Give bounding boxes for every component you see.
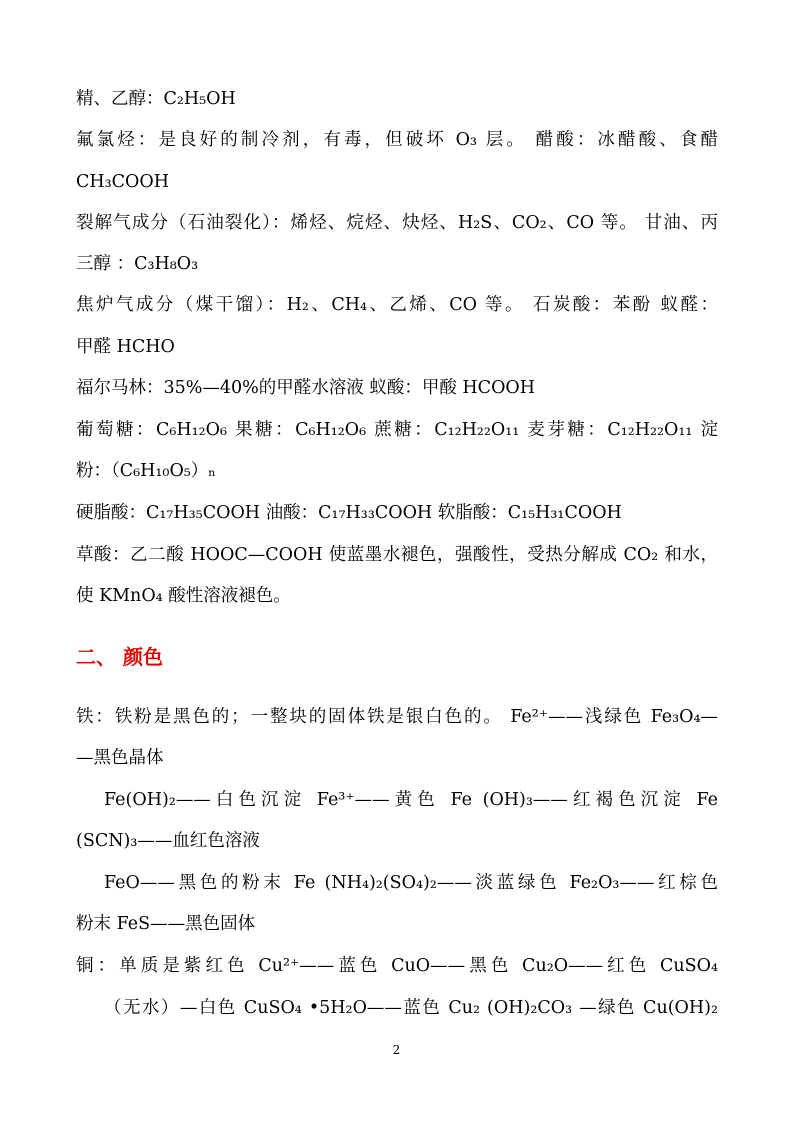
text-line: FeO——黑色的粉末 Fe (NH₄)₂(SO₄)₂——淡蓝绿色 Fe₂O₃——红棕色 — [104, 873, 718, 893]
text-line: 硬脂酸：C₁₇H₃₅COOH 油酸：C₁₇H₃₃COOH 软脂酸：C₁₅H₃₁COOH — [76, 503, 622, 523]
text-line: 三醇 ：C₃H₈O₃ — [76, 254, 199, 274]
text-line: (SCN)₃——血红色溶液 — [76, 831, 260, 851]
text-line: 焦炉气成分（煤干馏）：H₂、CH₄、乙烯、CO 等。 石炭酸：苯酚 蚁醛： — [76, 295, 718, 315]
text-line: 葡萄糖：C₆H₁₂O₆ 果糖：C₆H₁₂O₆ 蔗糖：C₁₂H₂₂O₁₁ 麦芽糖：C₁₂H₂₂O₁₁ 淀 — [76, 420, 718, 440]
text-line: 铁：铁粉是黑色的；一整块的固体铁是银白色的。 Fe²⁺——浅绿色 Fe₃O₄— — [76, 707, 718, 727]
text-line: 裂解气成分（石油裂化）：烯烃、烷烃、炔烃、H₂S、CO₂、CO 等。 甘油、丙 — [76, 213, 718, 233]
text-line: Fe(OH)₂——白色沉淀 Fe³⁺——黄色 Fe (OH)₃——红褐色沉淀 Fe — [104, 790, 718, 810]
section-heading: 二、 颜色 — [76, 645, 163, 669]
text-line: 氟氯烃：是良好的制冷剂，有毒，但破坏 O₃ 层。 醋酸：冰醋酸、食醋 — [76, 130, 718, 150]
text-line: 精、乙醇：C₂H₅OH — [76, 89, 236, 109]
page-number: 2 — [392, 1043, 401, 1057]
text-line: —黑色晶体 — [76, 748, 164, 768]
text-line: 福尔马林：35%—40%的甲醛水溶液 蚁酸：甲酸 HCOOH — [76, 378, 536, 398]
text-line: 使 KMnO₄ 酸性溶液褪色。 — [76, 586, 291, 606]
text-line: 草酸：乙二酸 HOOC—COOH 使蓝墨水褪色，强酸性，受热分解成 CO₂ 和水， — [76, 545, 718, 565]
text-line: 铜：单质是紫红色 Cu²⁺——蓝色 CuO——黑色 Cu₂O——红色 CuSO₄ — [76, 956, 718, 976]
text-line: 粉：（C₆H₁₀O₅）ₙ — [76, 461, 216, 481]
text-line: CH₃COOH — [76, 172, 170, 192]
text-line: （无水）—白色 CuSO₄ •5H₂O——蓝色 Cu₂ (OH)₂CO₃ —绿色 Cu(OH)₂ — [104, 998, 718, 1018]
text-line: 粉末 FeS——黑色固体 — [76, 914, 256, 934]
text-line: 甲醛 HCHO — [76, 337, 175, 357]
